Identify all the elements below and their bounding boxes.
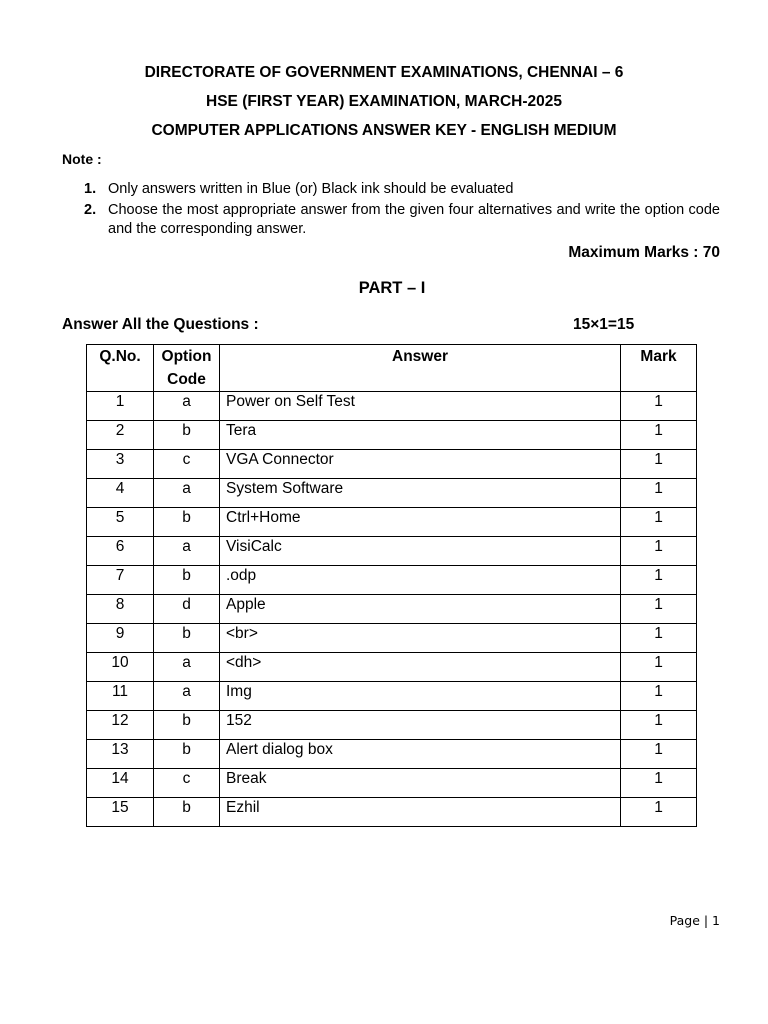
cell-answer: Alert dialog box xyxy=(220,740,621,769)
cell-mark: 1 xyxy=(621,740,697,769)
note-item xyxy=(84,180,720,199)
cell-option: b xyxy=(154,624,220,653)
instruction-text: Answer All the Questions : xyxy=(62,316,259,333)
marks-formula: 15×1=15 xyxy=(573,316,635,333)
cell-answer: Ezhil xyxy=(220,798,621,827)
table-row xyxy=(87,798,697,827)
table-row xyxy=(87,392,697,421)
table-row xyxy=(87,711,697,740)
table-row xyxy=(87,595,697,624)
cell-mark: 1 xyxy=(621,624,697,653)
cell-mark: 1 xyxy=(621,450,697,479)
cell-mark: 1 xyxy=(621,479,697,508)
cell-qno: 6 xyxy=(87,537,154,566)
header-qno: Q.No. xyxy=(87,345,154,392)
table-row xyxy=(87,421,697,450)
cell-option: d xyxy=(154,595,220,624)
cell-answer: VisiCalc xyxy=(220,537,621,566)
table-row xyxy=(87,508,697,537)
part-title: PART – I xyxy=(358,279,426,297)
cell-mark: 1 xyxy=(621,508,697,537)
cell-option: b xyxy=(154,740,220,769)
cell-qno: 8 xyxy=(87,595,154,624)
cell-mark: 1 xyxy=(621,653,697,682)
cell-qno: 4 xyxy=(87,479,154,508)
cell-option: b xyxy=(154,798,220,827)
cell-mark: 1 xyxy=(621,711,697,740)
cell-answer: <dh> xyxy=(220,653,621,682)
note-item-text: Only answers written in Blue (or) Black ink should be evaluated xyxy=(108,181,514,197)
note-item-number: 2. xyxy=(84,202,97,218)
cell-mark: 1 xyxy=(621,769,697,798)
cell-answer: System Software xyxy=(220,479,621,508)
cell-qno: 2 xyxy=(87,421,154,450)
table-row xyxy=(87,479,697,508)
header-option-line1: Option xyxy=(161,348,212,365)
cell-option: a xyxy=(154,537,220,566)
header-mark: Mark xyxy=(621,345,697,392)
table-row xyxy=(87,769,697,798)
cell-option: b xyxy=(154,508,220,537)
header-answer-key-title: COMPUTER APPLICATIONS ANSWER KEY - ENGLISH MEDIUM xyxy=(151,122,617,139)
cell-qno: 5 xyxy=(87,508,154,537)
cell-qno: 3 xyxy=(87,450,154,479)
cell-answer: Apple xyxy=(220,595,621,624)
cell-qno: 1 xyxy=(87,392,154,421)
cell-qno: 9 xyxy=(87,624,154,653)
cell-option: a xyxy=(154,392,220,421)
header-answer: Answer xyxy=(220,345,621,392)
cell-mark: 1 xyxy=(621,595,697,624)
cell-qno: 15 xyxy=(87,798,154,827)
cell-option: a xyxy=(154,682,220,711)
cell-option: b xyxy=(154,421,220,450)
header-option-line2: Code xyxy=(167,371,206,388)
cell-qno: 14 xyxy=(87,769,154,798)
header-directorate: DIRECTORATE OF GOVERNMENT EXAMINATIONS, CHENNAI – 6 xyxy=(144,64,624,81)
cell-qno: 10 xyxy=(87,653,154,682)
table-row xyxy=(87,450,697,479)
maximum-marks: Maximum Marks : 70 xyxy=(568,244,720,261)
cell-option: c xyxy=(154,450,220,479)
cell-qno: 11 xyxy=(87,682,154,711)
cell-mark: 1 xyxy=(621,392,697,421)
cell-option: a xyxy=(154,479,220,508)
cell-answer: 152 xyxy=(220,711,621,740)
note-label: Note : xyxy=(62,151,102,167)
page-number: Page | 1 xyxy=(669,913,720,928)
cell-option: b xyxy=(154,711,220,740)
cell-qno: 7 xyxy=(87,566,154,595)
cell-answer: .odp xyxy=(220,566,621,595)
table-row xyxy=(87,537,697,566)
table-row xyxy=(87,566,697,595)
header-option-code xyxy=(154,345,220,392)
table-row xyxy=(87,682,697,711)
cell-option: b xyxy=(154,566,220,595)
note-item-text: Choose the most appropriate answer from the given four alternatives and write the option code and the corresponding answer. xyxy=(108,202,720,237)
cell-mark: 1 xyxy=(621,566,697,595)
cell-mark: 1 xyxy=(621,798,697,827)
table-header-row xyxy=(87,345,697,392)
table-row xyxy=(87,624,697,653)
cell-answer: Tera xyxy=(220,421,621,450)
table-row xyxy=(87,740,697,769)
cell-answer: VGA Connector xyxy=(220,450,621,479)
note-item xyxy=(84,201,720,239)
note-list xyxy=(84,180,720,241)
cell-qno: 13 xyxy=(87,740,154,769)
cell-option: a xyxy=(154,653,220,682)
cell-answer: Break xyxy=(220,769,621,798)
header-examination: HSE (FIRST YEAR) EXAMINATION, MARCH-2025 xyxy=(206,93,562,110)
cell-qno: 12 xyxy=(87,711,154,740)
cell-answer: <br> xyxy=(220,624,621,653)
cell-answer: Ctrl+Home xyxy=(220,508,621,537)
cell-mark: 1 xyxy=(621,537,697,566)
cell-option: c xyxy=(154,769,220,798)
table-row xyxy=(87,653,697,682)
cell-answer: Power on Self Test xyxy=(220,392,621,421)
cell-mark: 1 xyxy=(621,421,697,450)
cell-mark: 1 xyxy=(621,682,697,711)
answer-key-table xyxy=(86,344,697,827)
note-item-number: 1. xyxy=(84,181,97,197)
cell-answer: Img xyxy=(220,682,621,711)
